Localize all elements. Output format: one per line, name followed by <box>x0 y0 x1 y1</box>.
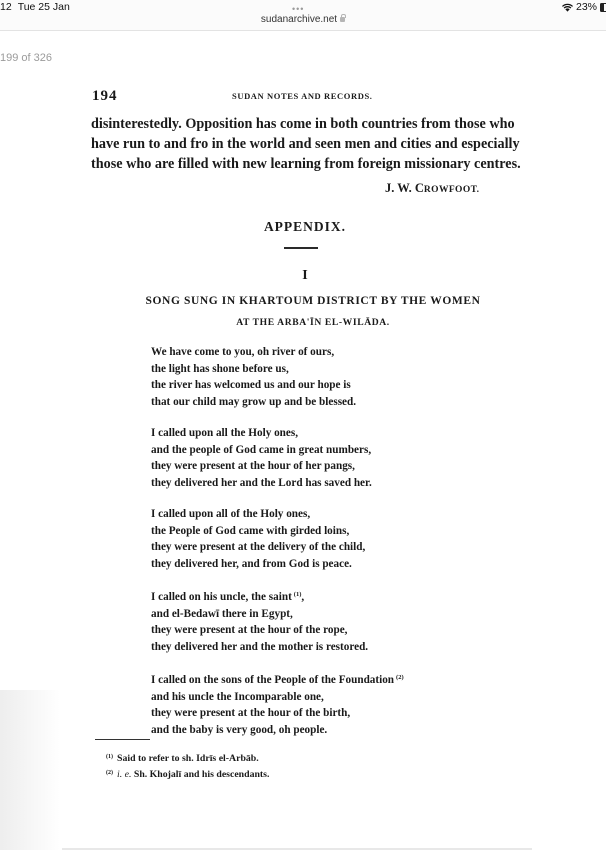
signature-initials: J. W. C <box>385 181 424 195</box>
verse-line: they delivered her, and from God is peace. <box>151 557 352 570</box>
running-head: SUDAN NOTES AND RECORDS. <box>232 91 373 101</box>
verse-text: I called on the sons of the People of the Foundation <box>151 674 395 686</box>
verse-line: they were present at the delivery of the child, <box>151 541 366 553</box>
verse-line: they delivered her and the mother is restored. <box>151 640 369 653</box>
footnote <box>106 750 269 766</box>
paragraph-line: disinterestedly. Opposition has come in both countries from those who <box>91 116 515 132</box>
song-stanzas <box>151 344 404 753</box>
page-counter: 199 of 326 <box>0 52 52 64</box>
verse-line: We have come to you, oh river of ours, <box>151 346 335 358</box>
verse-line <box>151 587 404 606</box>
verse-line: the People of God came with girded loins, <box>151 524 350 537</box>
verse-punctuation: , <box>301 591 305 603</box>
verse-line: they were present at the hour of her pangs, <box>151 460 355 472</box>
more-options-button[interactable]: ••• <box>292 4 305 14</box>
stanza <box>151 344 404 410</box>
song-title-line-1: SONG SUNG IN KHARTOUM DISTRICT BY THE WOMEN <box>145 295 481 307</box>
verse-line: and his uncle the Incomparable one, <box>151 690 324 703</box>
verse-line: they were present at the hour of the rope, <box>151 624 348 636</box>
verse-line: and el-Bedawī there in Egypt, <box>151 607 293 620</box>
song-title-line-2: AT THE ARBA'ĪN EL-WILĀDA. <box>236 317 390 328</box>
footnotes <box>106 750 269 782</box>
status-time: 12 <box>0 1 12 13</box>
verse-line: and the people of God came in great numbers, <box>151 443 372 456</box>
url-text: sudanarchive.net <box>260 14 338 25</box>
footnote-abbrev: i. e. <box>117 769 132 780</box>
footnote-text: Sh. Khojalī and his descendants. <box>131 769 270 780</box>
page-number: 194 <box>92 88 118 104</box>
verse-line: I called upon all of the Holy ones, <box>151 508 311 520</box>
closing-paragraph <box>91 114 521 174</box>
signature-surname: ROWFOOT. <box>423 185 480 195</box>
stanza <box>151 587 404 655</box>
verse-line: that our child may grow up and be blessed. <box>151 395 357 408</box>
stanza <box>151 506 404 572</box>
footnote-reference[interactable]: (2) <box>396 674 404 681</box>
stanza <box>151 670 404 738</box>
paragraph-line: those who are filled with new learning from foreign missionary centres. <box>91 156 521 172</box>
verse-line: the river has welcomed us and our hope is <box>151 379 351 391</box>
verse-line: they were present at the hour of the birth, <box>151 707 351 719</box>
verse-line: and the baby is very good, oh people. <box>151 723 328 736</box>
status-date: Tue 25 Jan <box>17 1 70 13</box>
footnote-rule <box>95 739 150 740</box>
heading-rule <box>284 247 318 249</box>
footnote-reference[interactable]: (1) <box>293 591 302 598</box>
footnote-number: (2) <box>106 770 113 776</box>
stanza <box>151 425 404 491</box>
footnote-text: Said to refer to sh. Idrīs el-Arbāb. <box>117 753 259 764</box>
battery-percentage: 23% <box>575 1 597 13</box>
verse-line <box>151 670 404 689</box>
section-numeral: I <box>302 268 308 283</box>
appendix-heading: APPENDIX. <box>263 219 347 234</box>
footnote-number: (1) <box>106 754 113 760</box>
paragraph-line: have run to and fro in the world and seen men and cities and especially <box>91 136 520 152</box>
verse-line: they delivered her and the Lord has saved her. <box>151 476 372 489</box>
verse-line: I called upon all the Holy ones, <box>151 427 299 439</box>
verse-line: the light has shone before us, <box>151 362 289 375</box>
author-signature <box>385 181 479 196</box>
verse-text: I called on his uncle, the saint <box>151 591 292 603</box>
footnote <box>106 766 269 782</box>
